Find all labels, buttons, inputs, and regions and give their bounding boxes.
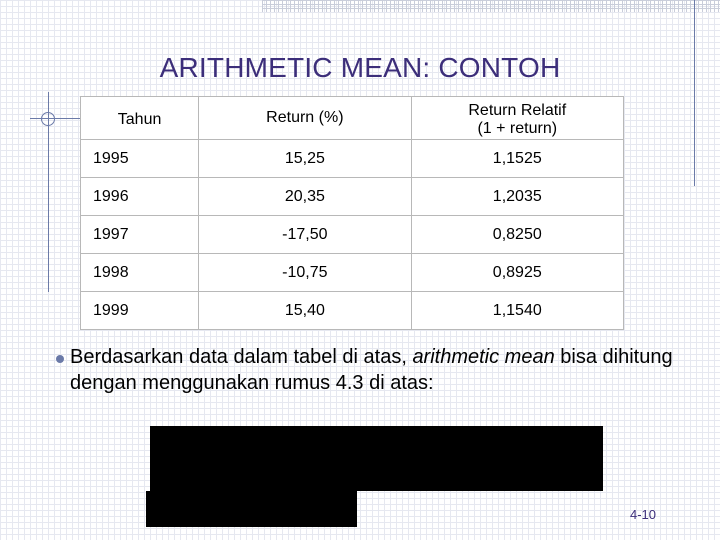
- bullet-icon: [56, 355, 64, 363]
- cell-return: -10,75: [199, 254, 411, 292]
- table-row: [81, 254, 624, 292]
- table-row: [81, 292, 624, 330]
- slide-title: ARITHMETIC MEAN: CONTOH: [159, 52, 561, 83]
- decorative-vertical-line-right: [694, 0, 695, 186]
- header-return-relatif: [411, 97, 623, 140]
- cell-return: -17,50: [199, 216, 411, 254]
- cell-return: 15,40: [199, 292, 411, 330]
- decorative-horizontal-line-left: [30, 118, 80, 119]
- redacted-formula-block-lower: [146, 491, 357, 527]
- header-return: Return (%): [199, 97, 411, 140]
- cell-return-relatif: 1,1540: [411, 292, 623, 330]
- header-return-relatif-line1: Return Relatif: [468, 102, 567, 119]
- cell-return-relatif: 0,8250: [411, 216, 623, 254]
- header-tahun: Tahun: [81, 97, 199, 140]
- cell-year: 1998: [81, 254, 199, 292]
- table-row: [81, 140, 624, 178]
- bullet-text-part2: bisa dihitung dengan menggunakan rumus 4.3 di atas:: [70, 346, 673, 394]
- cell-return-relatif: 0,8925: [411, 254, 623, 292]
- table-header-row: [81, 97, 624, 140]
- cell-year: 1996: [81, 178, 199, 216]
- redacted-formula-block: [150, 426, 603, 491]
- bullet-text: [70, 344, 680, 396]
- header-return-relatif-line2: (1 + return): [477, 120, 558, 137]
- table-row: [81, 216, 624, 254]
- cell-return-relatif: 1,2035: [411, 178, 623, 216]
- decorative-circle: [41, 112, 55, 126]
- bullet-text-italic: arithmetic mean: [412, 346, 555, 368]
- cell-return: 15,25: [199, 140, 411, 178]
- return-table: [80, 96, 624, 330]
- cell-year: 1997: [81, 216, 199, 254]
- bullet-text-part1: Berdasarkan data dalam tabel di atas,: [70, 346, 413, 368]
- cell-return: 20,35: [199, 178, 411, 216]
- cell-year: 1999: [81, 292, 199, 330]
- cell-year: 1995: [81, 140, 199, 178]
- page-number: 4-10: [630, 507, 657, 522]
- decorative-grid-band: [262, 0, 720, 12]
- table-row: [81, 178, 624, 216]
- cell-return-relatif: 1,1525: [411, 140, 623, 178]
